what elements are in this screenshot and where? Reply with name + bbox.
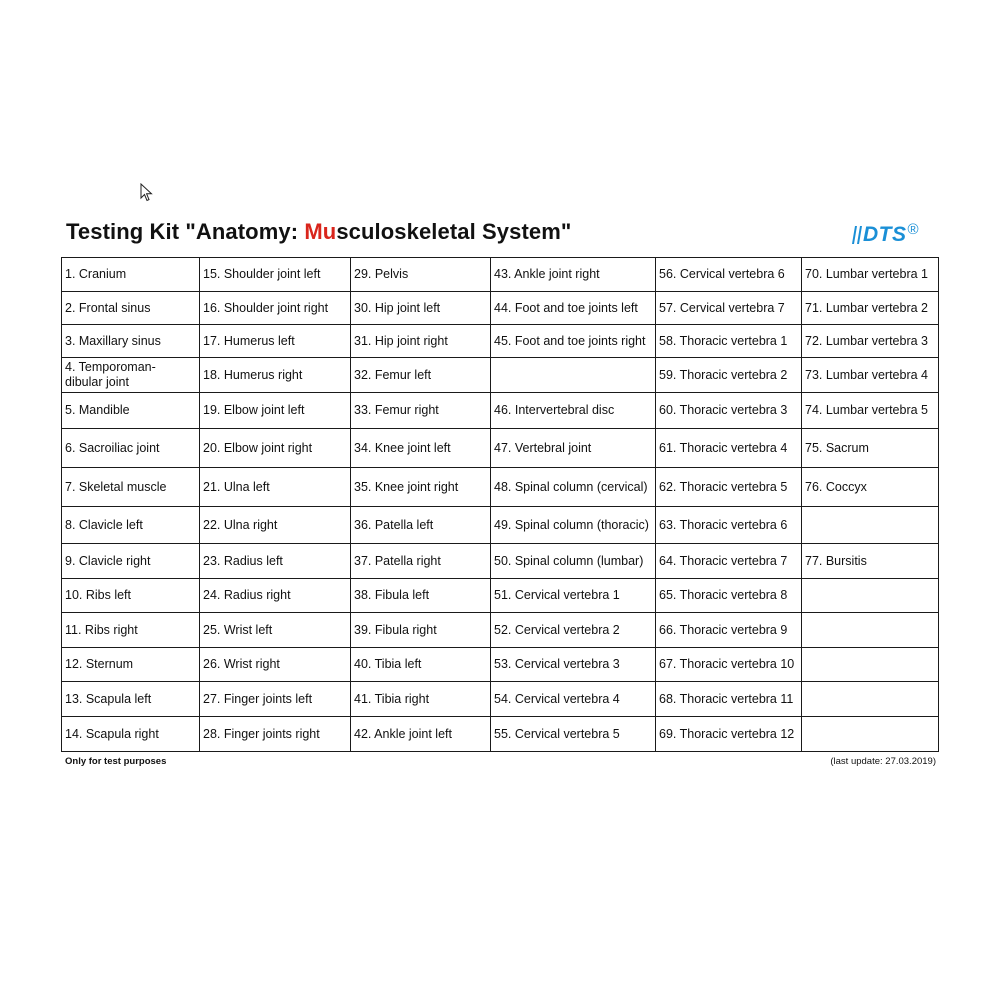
table-cell: 40. Tibia left (351, 648, 491, 682)
table-cell: 1. Cranium (62, 258, 200, 292)
table-cell (802, 682, 939, 717)
table-cell: 49. Spinal column (thoracic) (491, 507, 656, 544)
table-cell: 4. Temporoman- dibular joint (62, 358, 200, 393)
table-cell (802, 507, 939, 544)
table-row (62, 613, 939, 648)
table-row (62, 393, 939, 429)
table-cell: 60. Thoracic vertebra 3 (656, 393, 802, 429)
table-cell: 47. Vertebral joint (491, 429, 656, 468)
table-cell: 34. Knee joint left (351, 429, 491, 468)
table-cell (802, 648, 939, 682)
table-cell: 74. Lumbar vertebra 5 (802, 393, 939, 429)
logo-registered-mark: ® (907, 221, 919, 238)
table-row (62, 579, 939, 613)
table-cell: 10. Ribs left (62, 579, 200, 613)
last-update-note: (last update: 27.03.2019) (830, 756, 936, 767)
table-cell: 56. Cervical vertebra 6 (656, 258, 802, 292)
table-cell: 5. Mandible (62, 393, 200, 429)
table-cell: 33. Femur right (351, 393, 491, 429)
table-row (62, 429, 939, 468)
table-cell: 38. Fibula left (351, 579, 491, 613)
table-cell: 30. Hip joint left (351, 292, 491, 325)
table-cell: 62. Thoracic vertebra 5 (656, 468, 802, 507)
table-cell: 18. Humerus right (200, 358, 351, 393)
table-cell: 35. Knee joint right (351, 468, 491, 507)
table-cell: 54. Cervical vertebra 4 (491, 682, 656, 717)
table-cell: 59. Thoracic vertebra 2 (656, 358, 802, 393)
table-cell: 68. Thoracic vertebra 11 (656, 682, 802, 717)
logo-text: DTS (863, 223, 907, 246)
table-cell: 67. Thoracic vertebra 10 (656, 648, 802, 682)
table-cell: 55. Cervical vertebra 5 (491, 717, 656, 752)
table-cell: 57. Cervical vertebra 7 (656, 292, 802, 325)
table-cell: 8. Clavicle left (62, 507, 200, 544)
table-cell: 48. Spinal column (cervical) (491, 468, 656, 507)
table-cell: 26. Wrist right (200, 648, 351, 682)
table-cell: 77. Bursitis (802, 544, 939, 579)
table-cell: 65. Thoracic vertebra 8 (656, 579, 802, 613)
table-cell: 24. Radius right (200, 579, 351, 613)
table-cell: 11. Ribs right (62, 613, 200, 648)
table-row (62, 325, 939, 358)
table-cell: 27. Finger joints left (200, 682, 351, 717)
table-cell: 22. Ulna right (200, 507, 351, 544)
table-cell: 16. Shoulder joint right (200, 292, 351, 325)
page-title (66, 219, 571, 245)
table-row (62, 258, 939, 292)
mouse-cursor-icon (140, 183, 154, 203)
table-cell: 19. Elbow joint left (200, 393, 351, 429)
table-row (62, 717, 939, 752)
footer-note: Only for test purposes (65, 756, 167, 767)
table-cell: 36. Patella left (351, 507, 491, 544)
table-cell: 14. Scapula right (62, 717, 200, 752)
table-cell: 70. Lumbar vertebra 1 (802, 258, 939, 292)
table-cell: 43. Ankle joint right (491, 258, 656, 292)
table-cell (802, 613, 939, 648)
table-cell: 37. Patella right (351, 544, 491, 579)
table-cell: 61. Thoracic vertebra 4 (656, 429, 802, 468)
table-cell: 20. Elbow joint right (200, 429, 351, 468)
table-cell: 73. Lumbar vertebra 4 (802, 358, 939, 393)
table-cell: 76. Coccyx (802, 468, 939, 507)
table-cell: 32. Femur left (351, 358, 491, 393)
table-row (62, 292, 939, 325)
table-cell: 63. Thoracic vertebra 6 (656, 507, 802, 544)
table-cell: 53. Cervical vertebra 3 (491, 648, 656, 682)
table-cell: 7. Skeletal muscle (62, 468, 200, 507)
title-prefix: Testing Kit "Anatomy: (66, 219, 305, 244)
table-cell: 15. Shoulder joint left (200, 258, 351, 292)
title-suffix: sculoskeletal System" (336, 219, 572, 244)
table-cell: 31. Hip joint right (351, 325, 491, 358)
dts-logo (852, 222, 919, 248)
table-row (62, 682, 939, 717)
table-cell: 2. Frontal sinus (62, 292, 200, 325)
table-cell: 45. Foot and toe joints right (491, 325, 656, 358)
table-cell: 23. Radius left (200, 544, 351, 579)
table-cell: 42. Ankle joint left (351, 717, 491, 752)
table-cell: 64. Thoracic vertebra 7 (656, 544, 802, 579)
table-cell: 3. Maxillary sinus (62, 325, 200, 358)
table-cell: 52. Cervical vertebra 2 (491, 613, 656, 648)
table-cell: 28. Finger joints right (200, 717, 351, 752)
table-cell: 6. Sacroiliac joint (62, 429, 200, 468)
table-cell: 72. Lumbar vertebra 3 (802, 325, 939, 358)
table-cell: 41. Tibia right (351, 682, 491, 717)
table-cell: 29. Pelvis (351, 258, 491, 292)
table-row (62, 468, 939, 507)
table-cell: 50. Spinal column (lumbar) (491, 544, 656, 579)
table-cell: 9. Clavicle right (62, 544, 200, 579)
table-cell (802, 717, 939, 752)
table-cell: 44. Foot and toe joints left (491, 292, 656, 325)
table-row (62, 648, 939, 682)
table-cell: 75. Sacrum (802, 429, 939, 468)
table-cell: 69. Thoracic vertebra 12 (656, 717, 802, 752)
table-cell: 21. Ulna left (200, 468, 351, 507)
title-accent: Mu (304, 219, 337, 244)
anatomy-grid (61, 257, 939, 752)
table-cell: 39. Fibula right (351, 613, 491, 648)
table-cell: 66. Thoracic vertebra 9 (656, 613, 802, 648)
table-cell: 17. Humerus left (200, 325, 351, 358)
table-cell: 71. Lumbar vertebra 2 (802, 292, 939, 325)
table-row (62, 358, 939, 393)
table-cell: 58. Thoracic vertebra 1 (656, 325, 802, 358)
logo-slash-icon (852, 226, 863, 244)
table-cell: 12. Sternum (62, 648, 200, 682)
table-row (62, 507, 939, 544)
table-cell: 13. Scapula left (62, 682, 200, 717)
table-cell: 51. Cervical vertebra 1 (491, 579, 656, 613)
table-cell (491, 358, 656, 393)
table-cell: 46. Intervertebral disc (491, 393, 656, 429)
table-cell: 25. Wrist left (200, 613, 351, 648)
table-row (62, 544, 939, 579)
table-cell (802, 579, 939, 613)
